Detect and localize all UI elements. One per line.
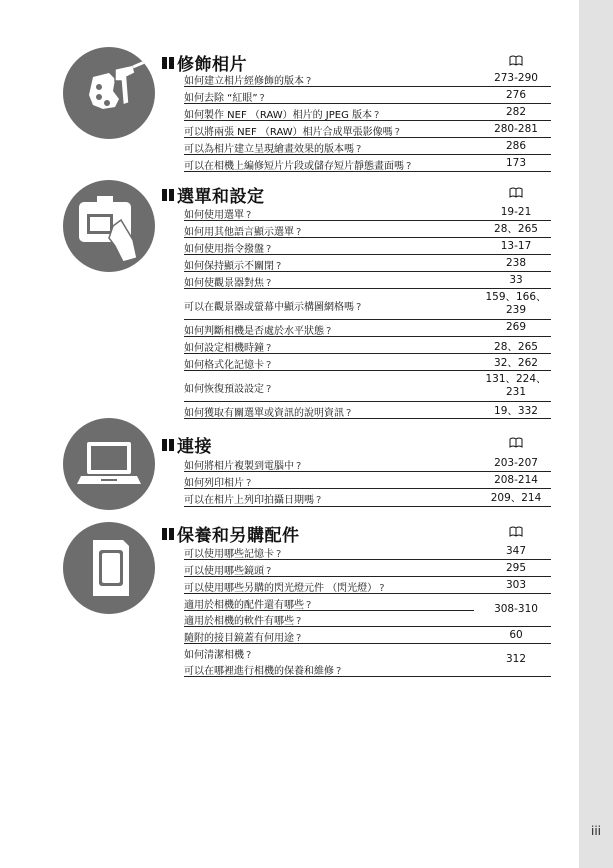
question-mark: ? [296,616,302,627]
question-text: 如何使觀景器對焦 [184,278,264,289]
question-row[interactable] [184,455,551,472]
page-ref-line2: 239 [505,304,527,316]
question-row[interactable] [184,543,551,560]
question-mark: ? [316,495,322,506]
question-row[interactable] [184,272,551,289]
question-mark: ? [266,278,272,289]
question-text: 適用於相機的軟件有哪些 [184,616,294,627]
question-text: 可以在相機上編修短片片段或儲存短片靜態畫面嗎 [184,161,404,172]
question-text: 可以為相片建立呈現繪畫效果的版本嗎 [184,144,354,155]
section-title: 修飾相片 [177,55,247,75]
question-row[interactable] [184,560,551,577]
question-text: 如何列印相片 [184,478,244,489]
page-ref-line1: 159、166、 [485,291,547,303]
book-reference-icon [509,187,523,198]
question-mark: ? [394,127,400,138]
page-ref: 32、262 [494,357,538,369]
question-row[interactable] [184,204,551,221]
question-mark: ? [356,302,362,313]
page-ref: 203-207 [494,457,538,469]
page-ref: 238 [505,257,527,269]
page-ref: 295 [505,562,527,574]
question-row[interactable] [184,337,551,354]
page-ref: 276 [505,89,527,101]
question-text: 如何將相片複製到電腦中 [184,461,294,472]
question-mark: ? [266,360,272,371]
question-mark: ? [266,384,272,395]
camera-menu-touch-icon [63,180,155,272]
question-row[interactable] [184,320,551,337]
question-row[interactable] [184,489,551,507]
question-text: 如何設定相機時鐘 [184,343,264,354]
section-header-menus [162,184,552,206]
section-header-connections [162,434,552,456]
page-ref: 286 [505,140,527,152]
page-ref-line2: 231 [505,386,527,398]
question-row-double[interactable] [184,594,551,627]
question-mark: ? [266,343,272,354]
question-row[interactable] [184,155,551,172]
page-ref-line1: 131、224、 [485,373,547,385]
page-ref: 269 [505,321,527,333]
question-row[interactable] [184,104,551,121]
page-number: iii [590,824,601,838]
question-row-double[interactable] [184,644,551,677]
book-reference-icon [509,526,523,537]
question-mark: ? [276,549,282,560]
page-ref: 208-214 [494,474,538,486]
question-row[interactable] [184,138,551,155]
question-text: 如何格式化記憶卡 [184,360,264,371]
question-mark: ? [379,583,385,594]
question-mark: ? [356,144,362,155]
side-tab-bar [579,0,613,868]
question-text: 如何獲取有關選單或資訊的說明資訊 [184,408,344,419]
question-mark: ? [406,161,412,172]
section-marker-icon [162,439,176,451]
question-text: 如何恢復預設設定 [184,384,264,395]
page-ref: 308-310 [494,603,538,615]
question-text: 可以使用哪些鏡頭 [184,566,264,577]
question-row[interactable] [184,627,551,644]
question-text: 如何清潔相機 [184,650,244,661]
question-row[interactable] [184,472,551,489]
section-marker-icon [162,528,176,540]
question-row[interactable] [184,354,551,371]
page-ref: 282 [505,106,527,118]
question-mark: ? [296,461,302,472]
question-text: 如何判斷相機是否處於水平狀態 [184,326,324,337]
question-text: 可以將兩張 NEF （RAW）相片合成單張影像嗎 [184,127,393,138]
question-text: 如何使用指令撥盤 [184,244,264,255]
question-mark: ? [246,650,252,661]
question-mark: ? [259,93,265,104]
page-ref: 19-21 [500,206,532,218]
section-marker-icon [162,57,176,69]
question-row[interactable] [184,371,551,402]
question-text: 適用於相機的配件還有哪些 [184,600,304,611]
question-mark: ? [336,666,342,677]
question-mark: ? [374,110,380,121]
book-reference-icon [509,55,523,66]
section-title: 選單和設定 [177,187,265,207]
question-text: 如何去除 “紅眼” [184,93,258,104]
page-ref: 273-290 [494,72,538,84]
memory-card-icon [63,522,155,614]
question-text: 如何使用選單 [184,210,244,221]
page-ref: 60 [509,629,523,641]
question-mark: ? [326,326,332,337]
question-text: 可以在哪裡進行相機的保養和維修 [184,666,334,677]
page-ref: 303 [505,579,527,591]
question-mark: ? [266,244,272,255]
page-ref: 347 [505,545,527,557]
page-ref: 280-281 [494,123,538,135]
question-mark: ? [296,227,302,238]
page-ref: 173 [505,157,527,169]
question-mark: ? [276,261,282,272]
question-text: 可以在相片上列印拍攝日期嗎 [184,495,314,506]
question-text: 可以使用哪些記憶卡 [184,549,274,560]
laptop-icon [63,418,155,510]
section-title: 保養和另購配件 [177,526,300,546]
page-ref: 28、265 [494,223,538,235]
page-ref: 19、332 [494,405,538,417]
question-row[interactable] [184,238,551,255]
question-text: 可以使用哪些另購的閃光燈元件 （閃光燈） [184,583,378,594]
page-ref: 33 [509,274,523,286]
page-ref: 312 [505,653,527,665]
section-title: 連接 [177,437,212,457]
question-row[interactable] [184,70,551,87]
page-ref: 209、214 [490,492,542,504]
question-mark: ? [246,478,252,489]
question-mark: ? [296,633,302,644]
question-row[interactable] [184,577,551,594]
section-header-care-accessories [162,523,552,545]
question-mark: ? [306,600,312,611]
question-mark: ? [266,566,272,577]
page-ref: 13-17 [500,240,532,252]
question-row[interactable] [184,121,551,138]
question-row[interactable] [184,87,551,104]
question-text: 如何建立相片經修飾的版本 [184,76,304,87]
page-ref: 28、265 [494,341,538,353]
question-text: 隨附的接目鏡蓋有何用途 [184,633,294,644]
book-reference-icon [509,437,523,448]
question-text: 如何保持顯示不關閉 [184,261,274,272]
question-row[interactable] [184,221,551,238]
question-row[interactable] [184,289,551,320]
question-mark: ? [246,210,252,221]
question-row[interactable] [184,402,551,419]
section-marker-icon [162,189,176,201]
question-row[interactable] [184,255,551,272]
question-text: 如何製作 NEF （RAW）相片的 JPEG 版本 [184,110,373,121]
retouch-brush-icon [63,47,155,139]
question-mark: ? [346,408,352,419]
inner-divider [184,610,474,611]
question-text: 可以在觀景器或螢幕中顯示構圖網格嗎 [184,302,354,313]
question-text: 如何用其他語言顯示選單 [184,227,294,238]
question-mark: ? [306,76,312,87]
